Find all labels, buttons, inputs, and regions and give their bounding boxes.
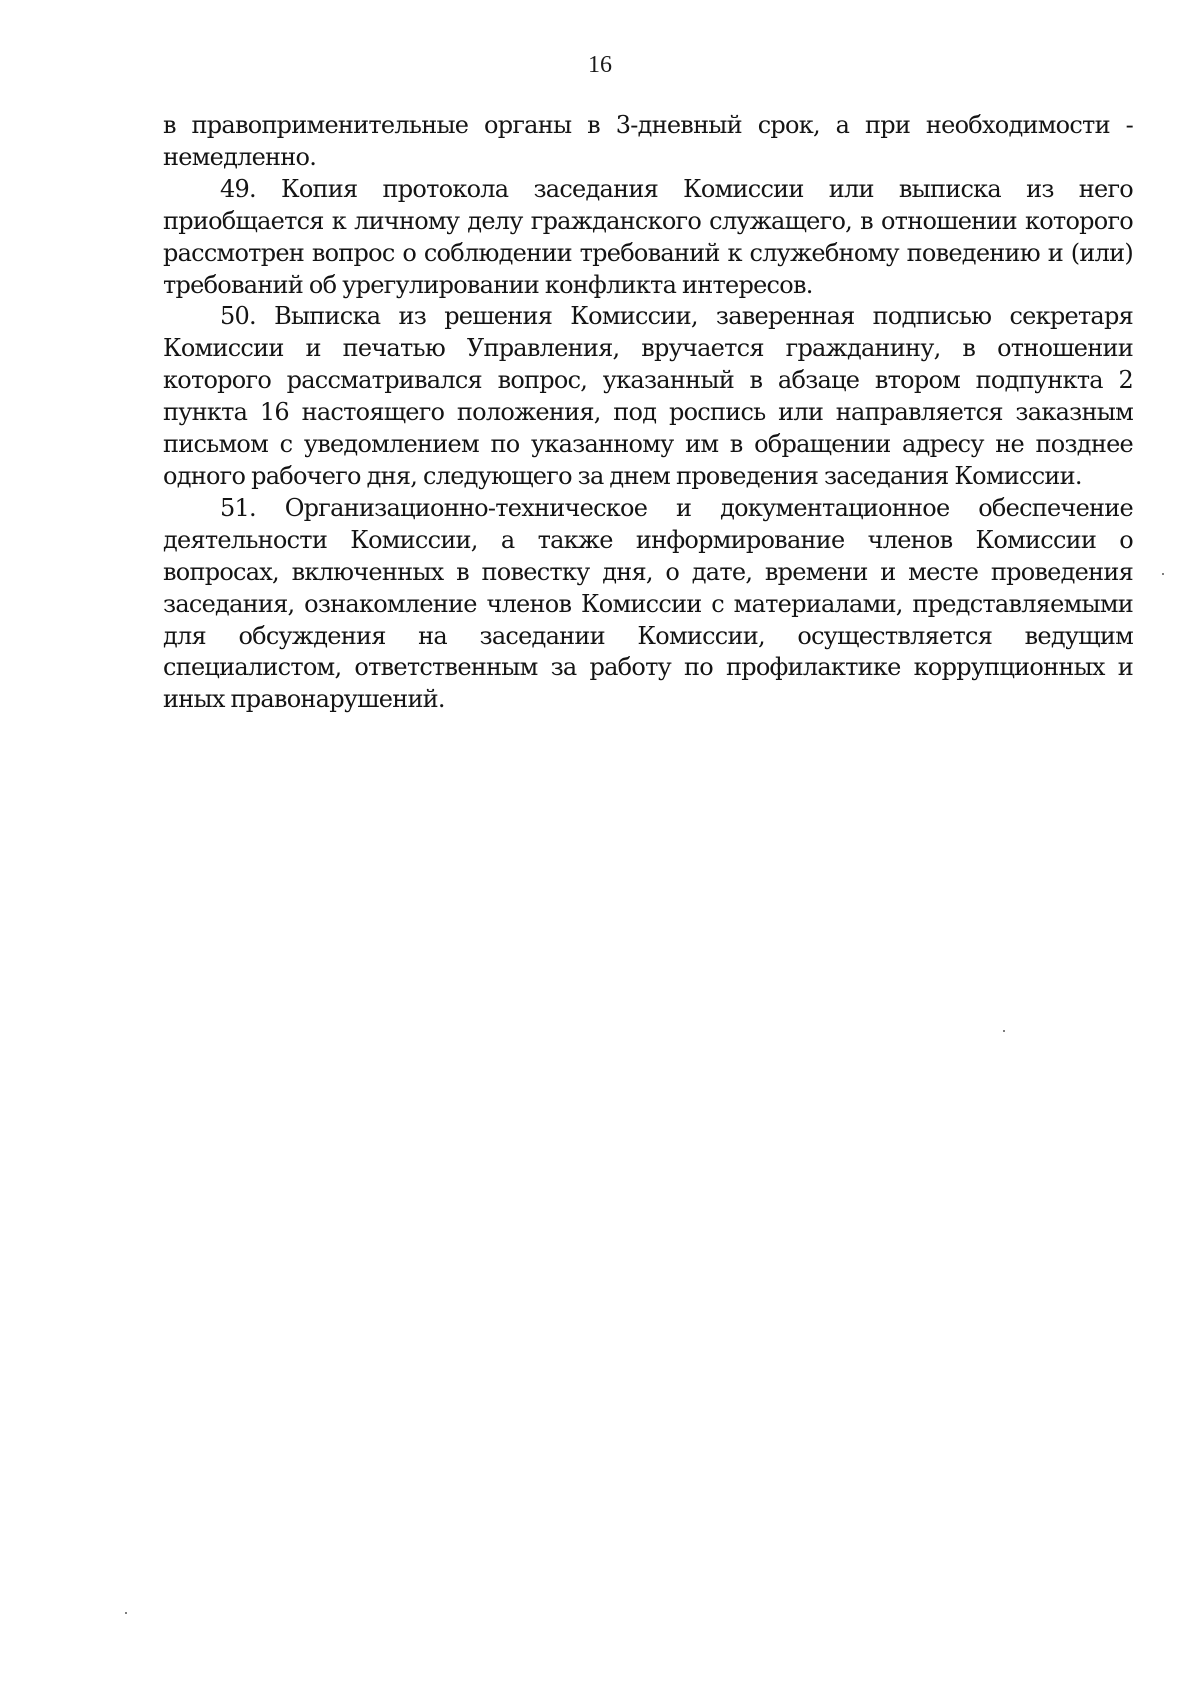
- page-number: 16: [588, 52, 612, 78]
- paragraph-50: 50. Выписка из решения Комиссии, заверенная подписью секретаря Комиссии и печатью Управления, вручается гражданину, в отношении которого рассматривался вопрос, указанный в абзаце втором подпункта 2 пункта 16 настоящего положения, под роспись или направляется заказным письмом с уведомлением по указанному им в обращении адресу не позднее одного рабочего дня, следующего за днем проведения заседания Комиссии.: [163, 302, 1133, 490]
- document-body: [163, 110, 1133, 716]
- paragraph-49: 49. Копия протокола заседания Комиссии или выписка из него приобщается к личному делу гражданского служащего, в отношении которого рассмотрен вопрос о соблюдении требований к служебному поведению и (или) требований об урегулировании конфликта интересов.: [163, 174, 1133, 299]
- scan-speck: [1003, 1030, 1005, 1032]
- scan-speck: [1162, 573, 1164, 575]
- scan-speck: [125, 1612, 127, 1614]
- paragraph-51: 51. Организационно-техническое и документационное обеспечение деятельности Комиссии, а также информирование членов Комиссии о вопросах, включенных в повестку дня, о дате, времени и месте проведения заседания, ознакомление членов Комиссии с материалами, представляемыми для обсуждения на заседании Комиссии, осуществляется ведущим специалистом, ответственным за работу по профилактике коррупционных и иных правонарушений.: [163, 493, 1133, 714]
- paragraph-continuation: в правоприменительные органы в 3-дневный срок, а при необходимости - немедленно.: [163, 111, 1133, 171]
